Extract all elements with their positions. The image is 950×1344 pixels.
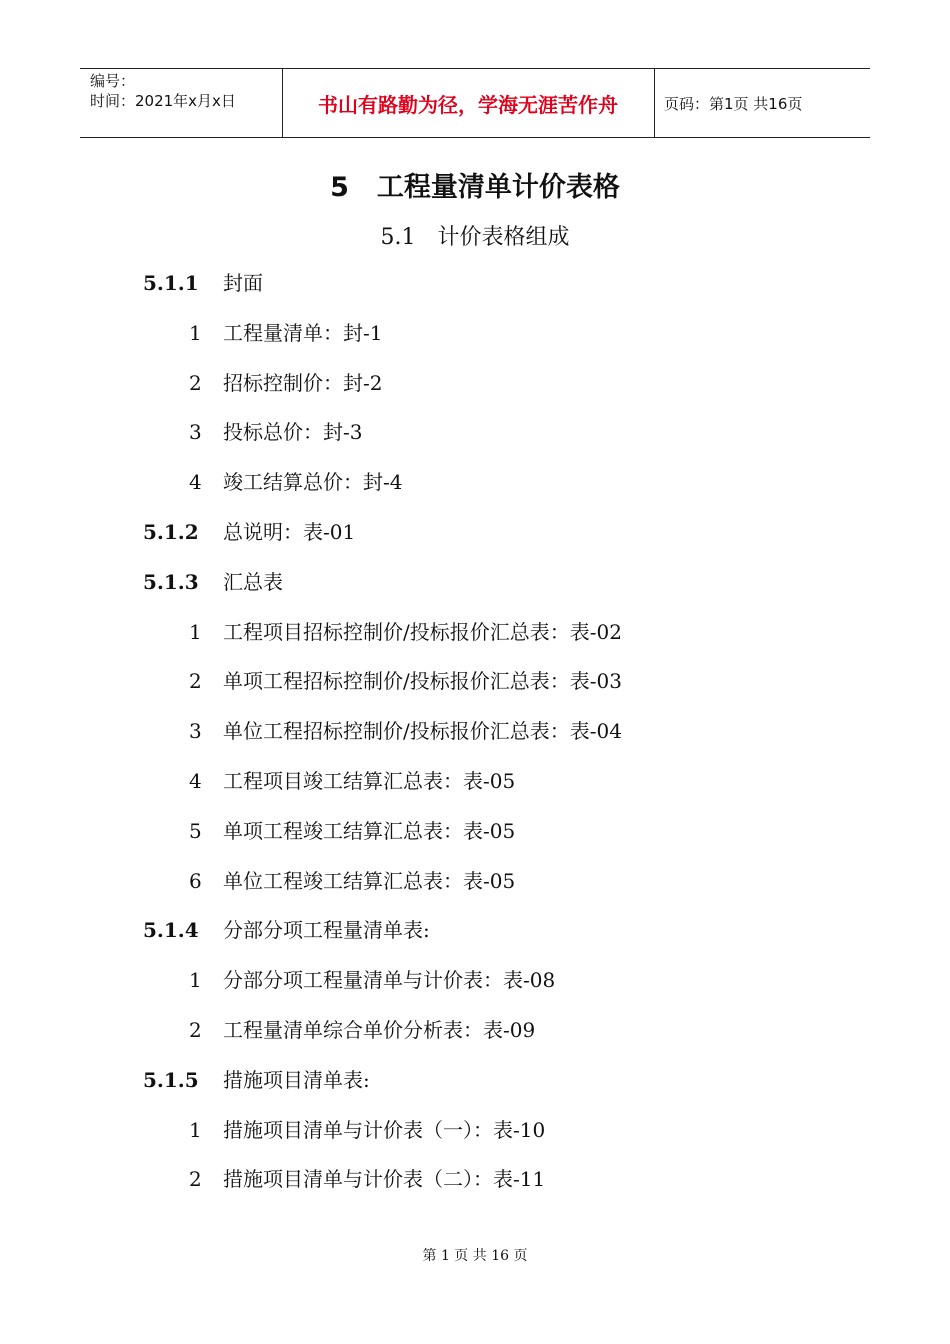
section-heading bbox=[0, 220, 950, 251]
section-number: 5.1.2 bbox=[143, 520, 199, 544]
item-text: 措施项目清单与计价表（二）：表-11 bbox=[223, 1167, 546, 1191]
item-text: 投标总价：封-3 bbox=[223, 420, 363, 444]
item-text: 竣工结算总价：封-4 bbox=[223, 470, 403, 494]
section-title: 分部分项工程量清单表: bbox=[223, 918, 430, 942]
item-number: 2 bbox=[189, 1167, 202, 1191]
section-number: 5.1.4 bbox=[143, 918, 199, 942]
item-number: 4 bbox=[189, 470, 202, 494]
item-number: 1 bbox=[189, 968, 202, 992]
header-meta-cell bbox=[80, 69, 283, 137]
item-text: 单位工程招标控制价/投标报价汇总表：表-04 bbox=[223, 719, 622, 743]
section-title: 措施项目清单表: bbox=[223, 1068, 370, 1092]
outline-item-row bbox=[189, 368, 382, 398]
outline-item-row bbox=[189, 716, 622, 746]
outline-item-row bbox=[189, 467, 402, 497]
page-info: 页码：第1页 共16页 bbox=[664, 94, 803, 113]
outline-section-row bbox=[143, 915, 430, 945]
item-text: 工程项目竣工结算汇总表：表-05 bbox=[223, 769, 516, 793]
item-number: 3 bbox=[189, 420, 202, 444]
item-text: 单项工程竣工结算汇总表：表-05 bbox=[223, 819, 516, 843]
item-text: 工程量清单：封-1 bbox=[223, 321, 383, 345]
item-text: 单位工程竣工结算汇总表：表-05 bbox=[223, 869, 516, 893]
outline-item-row bbox=[189, 318, 382, 348]
item-number: 2 bbox=[189, 371, 202, 395]
item-number: 2 bbox=[189, 1018, 202, 1042]
number-label: 编号： bbox=[90, 72, 136, 90]
outline-item-row bbox=[189, 816, 515, 846]
outline-section-row bbox=[143, 268, 263, 298]
item-text: 措施项目清单与计价表（一）：表-10 bbox=[223, 1118, 546, 1142]
chapter-number: 5 bbox=[330, 172, 349, 203]
outline-item-row bbox=[189, 866, 515, 896]
item-number: 1 bbox=[189, 321, 202, 345]
section-title: 总说明：表-01 bbox=[223, 520, 356, 544]
outline-item-row bbox=[189, 1164, 545, 1194]
item-text: 工程项目招标控制价/投标报价汇总表：表-02 bbox=[223, 620, 622, 644]
outline-item-row bbox=[189, 1115, 545, 1145]
item-number: 4 bbox=[189, 769, 202, 793]
section-number: 5.1.5 bbox=[143, 1068, 199, 1092]
outline-item-row bbox=[189, 965, 555, 995]
item-number: 6 bbox=[189, 869, 202, 893]
chapter-title: 工程量清单计价表格 bbox=[376, 172, 620, 203]
section-title: 计价表格组成 bbox=[437, 225, 570, 250]
chapter-heading bbox=[0, 165, 950, 204]
item-text: 工程量清单综合单价分析表：表-09 bbox=[223, 1018, 536, 1042]
page-footer: 第 1 页 共 16 页 bbox=[422, 1248, 528, 1264]
item-text: 单项工程招标控制价/投标报价汇总表：表-03 bbox=[223, 669, 622, 693]
outline-item-row bbox=[189, 617, 622, 647]
outline-section-row bbox=[143, 567, 283, 597]
item-number: 2 bbox=[189, 669, 202, 693]
outline-item-row bbox=[189, 666, 622, 696]
header-motto: 书山有路勤为径，学海无涯苦作舟 bbox=[282, 69, 655, 137]
header-page-info-cell bbox=[654, 69, 870, 137]
item-text: 招标控制价：封-2 bbox=[223, 371, 383, 395]
section-number: 5.1 bbox=[380, 225, 416, 250]
item-number: 1 bbox=[189, 1118, 202, 1142]
section-number: 5.1.3 bbox=[143, 570, 199, 594]
outline-section-row bbox=[143, 1065, 370, 1095]
outline-section-row bbox=[143, 517, 355, 547]
item-text: 分部分项工程量清单与计价表：表-08 bbox=[223, 968, 556, 992]
time-label: 时间：2021年x月x日 bbox=[90, 92, 236, 110]
outline-item-row bbox=[189, 1015, 535, 1045]
item-number: 5 bbox=[189, 819, 202, 843]
section-number: 5.1.1 bbox=[143, 271, 199, 295]
section-title: 封面 bbox=[223, 271, 263, 295]
item-number: 3 bbox=[189, 719, 202, 743]
outline-item-row bbox=[189, 417, 362, 447]
item-number: 1 bbox=[189, 620, 202, 644]
page-header bbox=[80, 68, 870, 138]
section-title: 汇总表 bbox=[223, 570, 283, 594]
outline-item-row bbox=[189, 766, 515, 796]
